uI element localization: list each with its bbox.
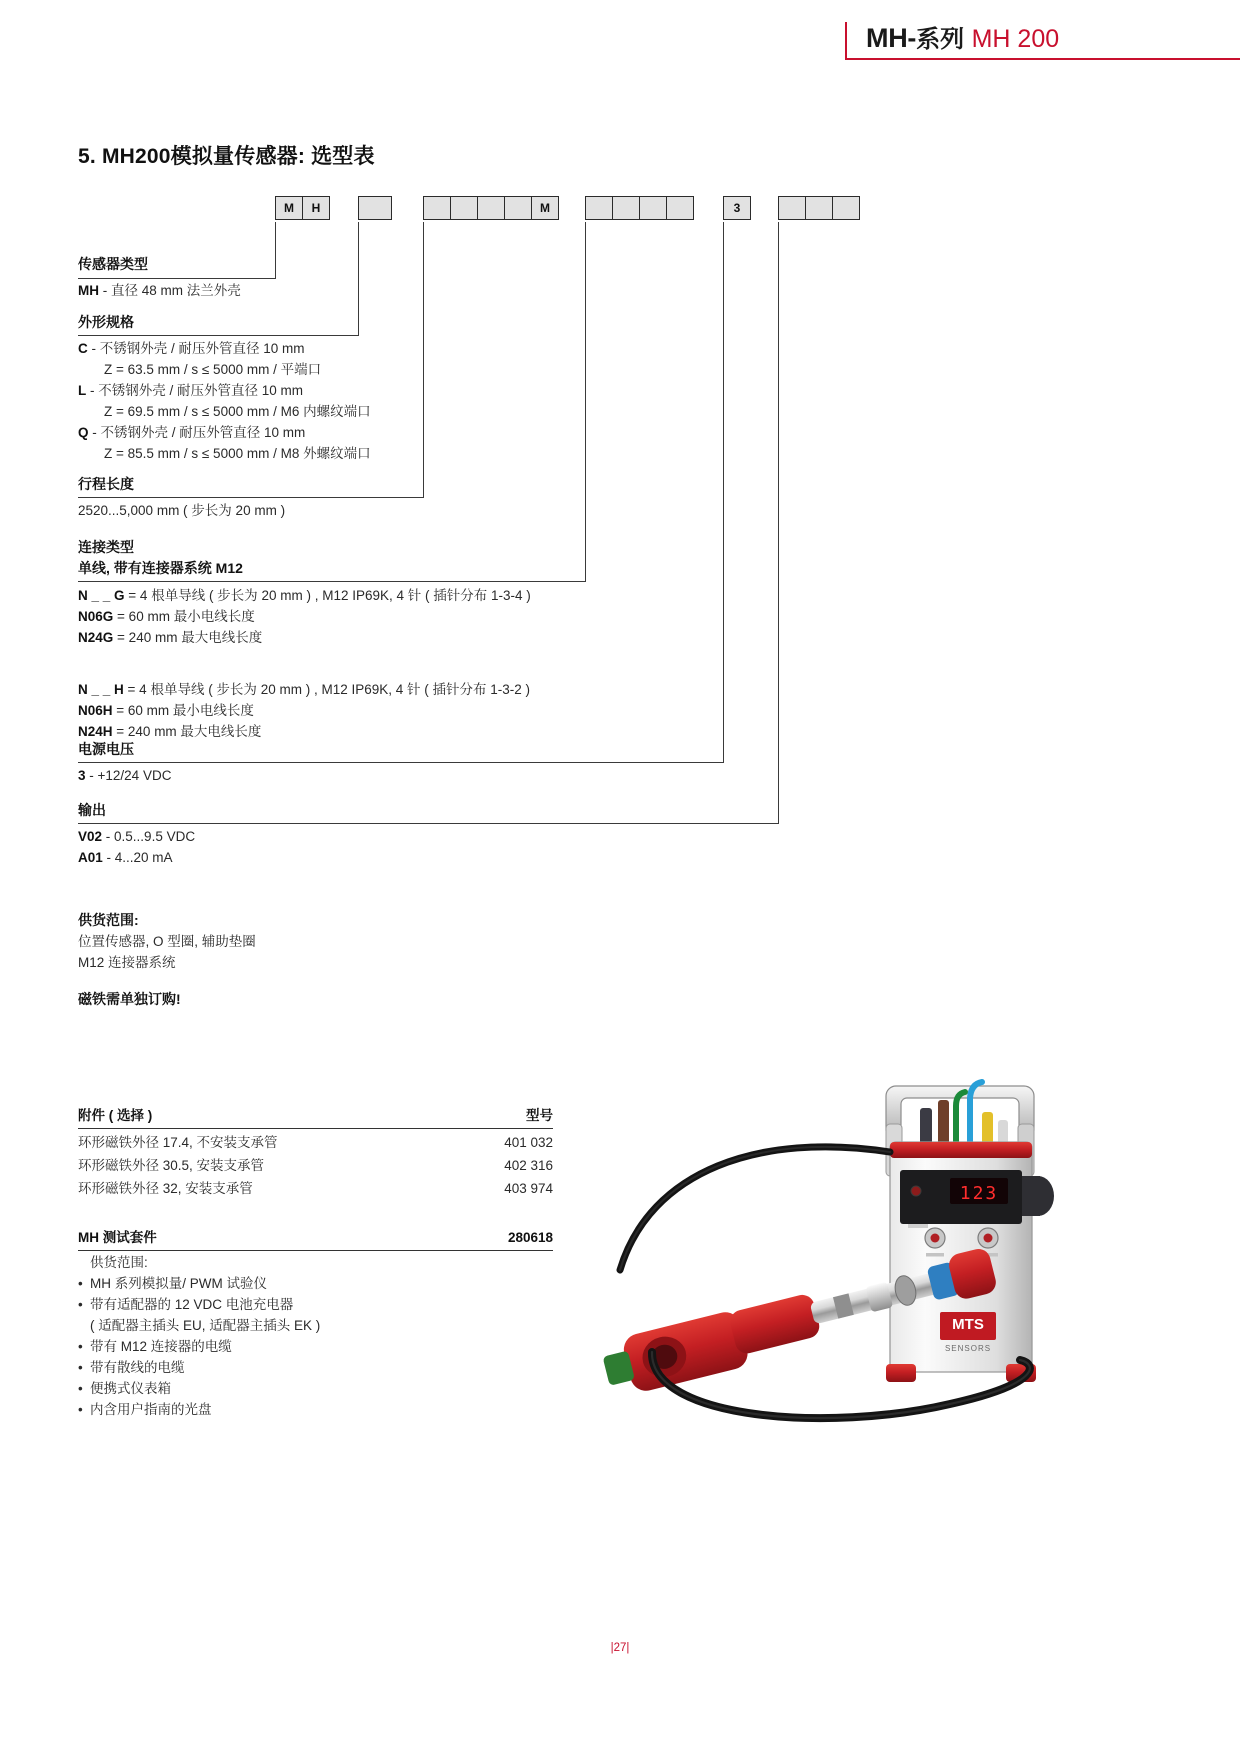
accessory-name: 环形磁铁外径 32, 安装支承管 <box>78 1181 253 1196</box>
option-code: N06H <box>78 703 113 718</box>
option-text: - 不锈钢外壳 / 耐压外管直径 10 mm <box>90 383 304 398</box>
test-kit-table <box>78 1226 553 1253</box>
block-line <box>78 679 531 700</box>
option-text: Z = 69.5 mm / s ≤ 5000 mm / M6 内螺纹端口 <box>104 404 371 419</box>
block-line <box>78 700 531 721</box>
code-box: M <box>531 196 559 220</box>
header-brand-series: 系列 <box>916 26 965 53</box>
magnet-order-note-text: 磁铁需单独订购! <box>78 991 181 1007</box>
accessory-part-number: 402 316 <box>504 1158 553 1173</box>
block-line <box>78 826 195 847</box>
list-item-continuation: ( 适配器主插头 EU, 适配器主插头 EK ) <box>90 1318 321 1333</box>
test-kit-name: MH 测试套件 <box>78 1230 157 1245</box>
test-kit-scope-label: 供货范围: <box>90 1255 148 1270</box>
code-box <box>477 196 505 220</box>
list-item: • 带有 M12 连接器的电缆 <box>78 1336 320 1357</box>
tester-top-bezel <box>890 1142 1032 1158</box>
option-text: Z = 85.5 mm / s ≤ 5000 mm / M8 外螺纹端口 <box>104 446 371 461</box>
block-heading: 行程长度 <box>78 476 134 492</box>
block-subheading: 单线, 带有连接器系统 M12 <box>78 560 243 576</box>
option-code: N06G <box>78 609 114 624</box>
block-heading: 连接类型 <box>78 539 134 555</box>
code-group-output <box>778 196 860 222</box>
scope-line: M12 连接器系统 <box>78 955 176 970</box>
header-title <box>866 20 1059 58</box>
block-line <box>78 380 371 401</box>
code-box <box>805 196 833 220</box>
option-text: - 0.5...9.5 VDC <box>105 829 196 844</box>
accessory-part-number: 401 032 <box>504 1135 553 1150</box>
option-code: C <box>78 341 88 356</box>
list-item: • 便携式仪表箱 <box>78 1378 320 1399</box>
option-code: N _ _ H <box>78 682 124 697</box>
option-code: N _ _ G <box>78 588 125 603</box>
block-heading: 电源电压 <box>78 741 134 757</box>
block-heading: 输出 <box>78 802 106 818</box>
header-brand-bold: MH- <box>866 23 917 53</box>
code-box <box>666 196 694 220</box>
header-brand-model: MH 200 <box>971 25 1060 53</box>
cable-upper <box>620 1147 890 1270</box>
test-kit-scope-list <box>78 1252 320 1420</box>
option-text: - 直径 48 mm 法兰外壳 <box>102 283 241 298</box>
option-code: N24H <box>78 724 113 739</box>
accessory-name: 环形磁铁外径 30.5, 安装支承管 <box>78 1158 265 1173</box>
option-code: N24G <box>78 630 114 645</box>
connector-line-sensor-type <box>275 222 276 278</box>
connector-line-output <box>778 222 779 823</box>
code-box: H <box>302 196 330 220</box>
table-row <box>78 1154 553 1177</box>
scope-heading: 供货范围: <box>78 912 139 928</box>
option-text: = 4 根单导线 ( 步长为 20 mm ) , M12 IP69K, 4 针 ( 插针分布 1-3-2 ) <box>127 682 531 697</box>
code-box <box>585 196 613 220</box>
block-sensor-type <box>78 254 241 301</box>
test-kit-part-number: 280618 <box>507 1230 553 1245</box>
option-code: V02 <box>78 829 103 844</box>
code-box <box>778 196 806 220</box>
option-code: 3 <box>78 768 86 783</box>
block-line <box>78 765 171 786</box>
option-code: A01 <box>78 850 103 865</box>
option-code: L <box>78 383 87 398</box>
block-style <box>78 312 371 464</box>
header-accent-rule <box>845 58 1240 60</box>
option-text: - 不锈钢外壳 / 耐压外管直径 10 mm <box>91 341 305 356</box>
option-text: = 240 mm 最大电线长度 <box>117 630 263 645</box>
code-box <box>612 196 640 220</box>
table-row <box>78 1177 553 1200</box>
option-text: = 240 mm 最大电线长度 <box>116 724 262 739</box>
option-text: - +12/24 VDC <box>89 768 172 783</box>
mts-logo <box>940 1312 996 1353</box>
block-output <box>78 800 195 868</box>
scope-line: 位置传感器, O 型圈, 辅助垫圈 <box>78 934 256 949</box>
block-line <box>78 422 371 443</box>
code-group-supply-voltage <box>723 196 751 222</box>
block-line <box>78 359 371 380</box>
option-text: - 不锈钢外壳 / 耐压外管直径 10 mm <box>92 425 306 440</box>
code-box: M <box>275 196 303 220</box>
block-heading: 外形规格 <box>78 314 134 330</box>
tester-foot-left <box>886 1364 916 1382</box>
block-stroke-length <box>78 474 285 521</box>
block-heading: 传感器类型 <box>78 256 148 272</box>
block-line <box>78 401 371 422</box>
code-group-connection-type <box>585 196 694 222</box>
connector-line-connection-type <box>585 222 586 581</box>
block-supply-voltage <box>78 739 171 786</box>
option-text: = 4 根单导线 ( 步长为 20 mm ) , M12 IP69K, 4 针 ( 插针分布 1-3-4 ) <box>128 588 531 603</box>
block-scope-of-delivery <box>78 910 256 973</box>
option-text: = 60 mm 最小电线长度 <box>116 703 254 718</box>
accessory-name: 环形磁铁外径 17.4, 不安装支承管 <box>78 1135 278 1150</box>
block-connection-type <box>78 537 531 742</box>
block-line <box>78 627 531 648</box>
code-box <box>450 196 478 220</box>
svg-text:MTS: MTS <box>952 1316 984 1333</box>
svg-text:SENSORS: SENSORS <box>944 1344 992 1353</box>
column-header-value: 型号 <box>526 1108 553 1123</box>
option-code: Q <box>78 425 89 440</box>
connector-line-supply-voltage <box>723 222 724 762</box>
list-item: • 带有散线的电缆 <box>78 1357 320 1378</box>
code-group-stroke-length <box>423 196 559 222</box>
block-line <box>78 847 195 868</box>
block-line <box>78 280 241 301</box>
list-item: • MH 系列模拟量/ PWM 试验仪 <box>78 1273 320 1294</box>
list-item: • 内含用户指南的光盘 <box>78 1399 320 1420</box>
tester-display-value: 123 <box>959 1183 999 1204</box>
sensor-head <box>728 1292 822 1355</box>
table-row <box>78 1131 553 1154</box>
option-text: - 4...20 mA <box>106 850 173 865</box>
block-spacer <box>78 648 531 669</box>
option-code: MH <box>78 283 99 298</box>
page-title: 5. MH200模拟量传感器: 选型表 <box>78 145 375 168</box>
block-line <box>78 606 531 627</box>
code-box <box>504 196 532 220</box>
accessory-part-number: 403 974 <box>504 1181 553 1196</box>
product-photo <box>590 1020 1210 1440</box>
connector-underline-supply-voltage <box>78 762 724 763</box>
option-text: Z = 63.5 mm / s ≤ 5000 mm / 平端口 <box>104 362 322 377</box>
option-text: = 60 mm 最小电线长度 <box>117 609 255 624</box>
block-line <box>78 585 531 606</box>
code-group-sensor-type <box>275 196 330 222</box>
magnet-order-note <box>78 989 181 1010</box>
header-accent-tick <box>845 22 847 60</box>
block-line <box>78 443 371 464</box>
code-box: 3 <box>723 196 751 220</box>
list-item: • 带有适配器的 12 VDC 电池充电器 <box>78 1294 320 1315</box>
code-group-style <box>358 196 392 222</box>
connector-line-stroke-length <box>423 222 424 497</box>
table-header-row <box>78 1104 553 1129</box>
accessories-table <box>78 1104 553 1200</box>
code-box <box>639 196 667 220</box>
code-box <box>358 196 392 220</box>
column-header-name: 附件 ( 选择 ) <box>78 1108 153 1123</box>
table-header-row <box>78 1226 553 1251</box>
page-header <box>0 0 1240 72</box>
page-number: |27| <box>610 1642 630 1654</box>
block-line <box>78 338 371 359</box>
code-box <box>423 196 451 220</box>
code-box <box>832 196 860 220</box>
block-line: 2520...5,000 mm ( 步长为 20 mm ) <box>78 503 286 518</box>
